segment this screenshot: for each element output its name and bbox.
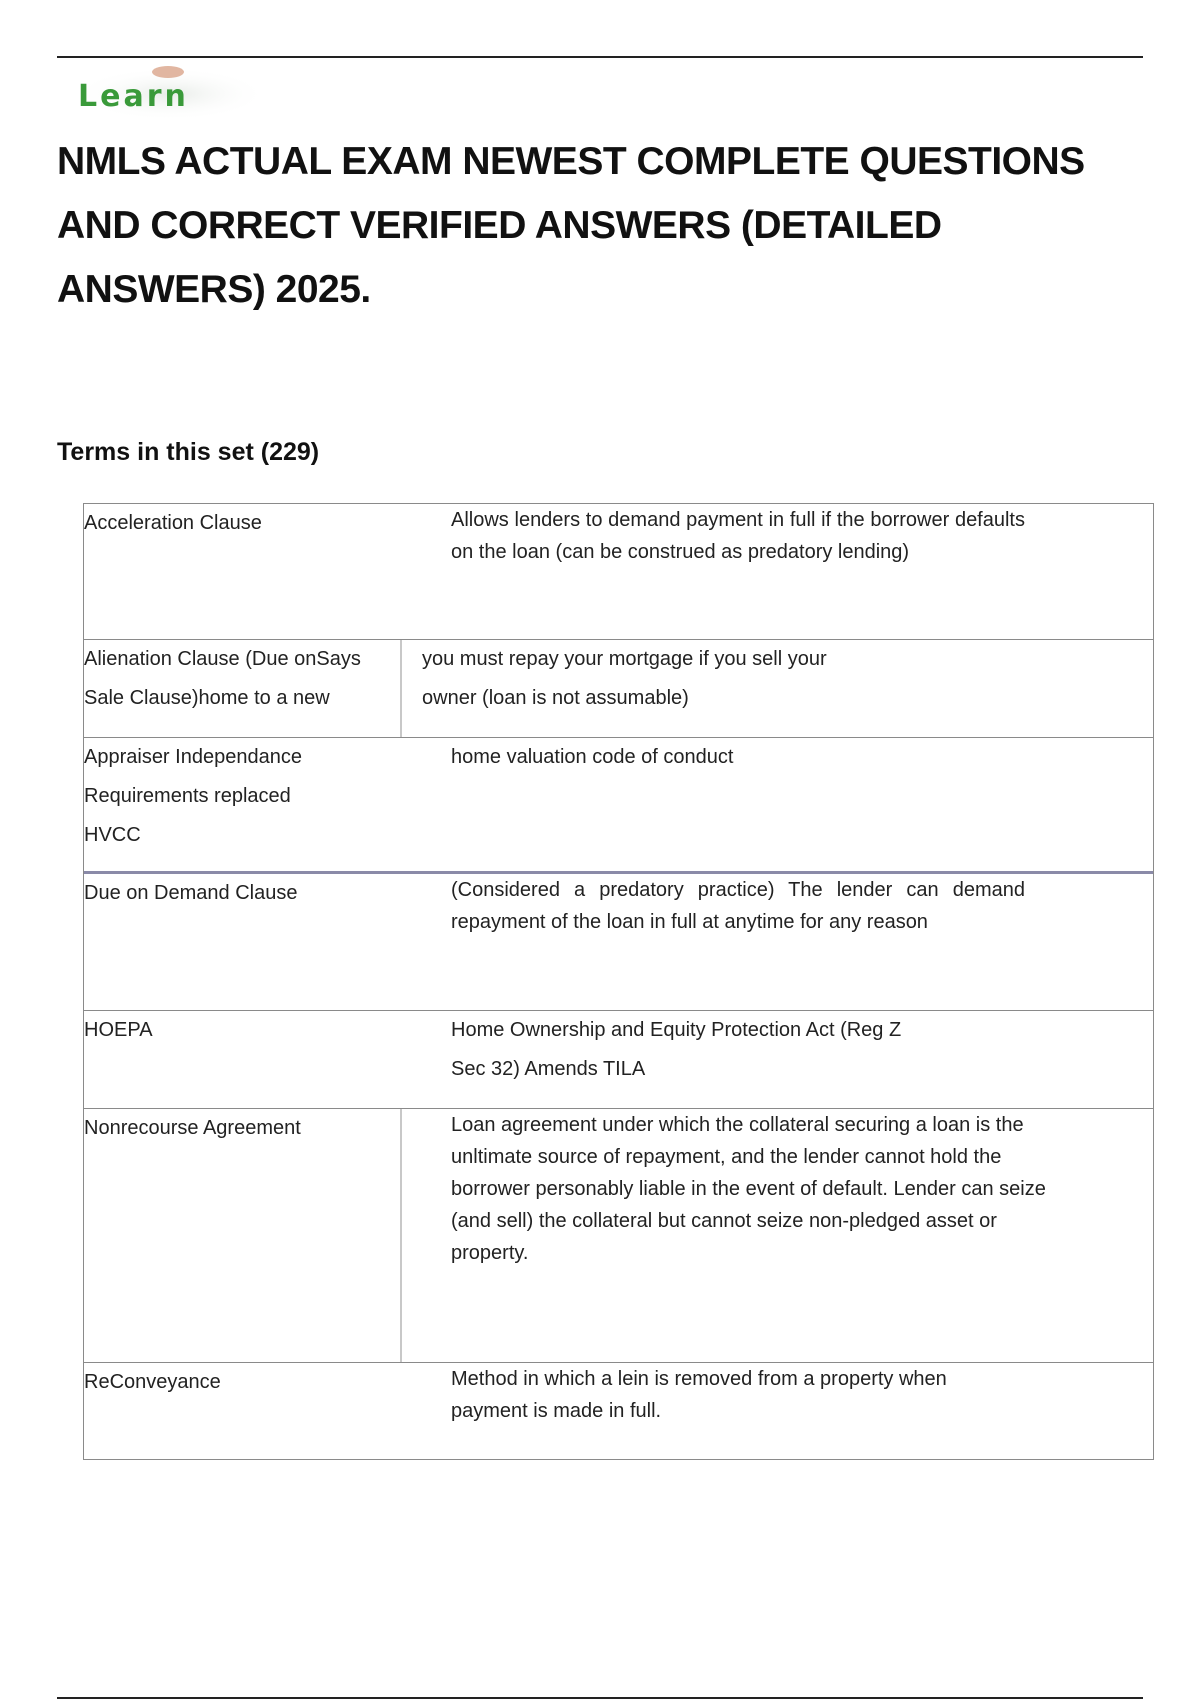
- learn-logo: [70, 64, 270, 122]
- top-rule: [57, 56, 1143, 58]
- term-row: [84, 504, 1153, 640]
- definition-text: Home Ownership and Equity Protection Act (Reg Z Sec 32) Amends TILA: [451, 1019, 902, 1080]
- definition-text: Allows lenders to demand payment in full if the borrower defaults on the loan (can be construed as predatory lending): [451, 509, 1025, 563]
- definition-text: (Considered a predatory practice) The lender can demand repayment of the loan in full at anytime for any reason: [451, 879, 1025, 933]
- term-text: Nonrecourse Agreement: [84, 1109, 402, 1362]
- terms-table: [83, 503, 1154, 1460]
- term-row: [84, 1109, 1153, 1363]
- term-row: [84, 640, 1153, 738]
- definition-text: you must repay your mortgage if you sell your owner (loan is not assumable): [422, 648, 827, 709]
- logo-text: Learn: [78, 79, 189, 114]
- definition-text: Loan agreement under which the collateral securing a loan is the unltimate source of repayment, and the lender cannot hold the borrower personably liable in the event of default. Lender can seize (and sell) the collateral but cannot seize non-pledged asset or property.: [451, 1114, 1046, 1264]
- term-row: [84, 874, 1153, 1011]
- term-text: Acceleration Clause: [84, 512, 262, 534]
- term-text: HOEPA: [84, 1019, 153, 1041]
- term-text: ReConveyance: [84, 1371, 221, 1393]
- term-row: [84, 738, 1153, 874]
- term-text: Due on Demand Clause: [84, 882, 298, 904]
- definition-text: Method in which a lein is removed from a property when payment is made in full.: [451, 1368, 947, 1422]
- terms-count-label: Terms in this set (229): [57, 438, 320, 466]
- term-row: [84, 1011, 1153, 1109]
- term-text: Appraiser Independance Requirements replaced HVCC: [84, 746, 302, 846]
- term-text: Alienation Clause (Due onSays Sale Clause)home to a new: [84, 640, 402, 737]
- term-row: [84, 1363, 1153, 1459]
- definition-text: home valuation code of conduct: [451, 746, 734, 768]
- bottom-rule: [57, 1697, 1143, 1699]
- document-title: NMLS ACTUAL EXAM NEWEST COMPLETE QUESTIONS AND CORRECT VERIFIED ANSWERS (DETAILED ANSWERS) 2025.: [57, 140, 1085, 311]
